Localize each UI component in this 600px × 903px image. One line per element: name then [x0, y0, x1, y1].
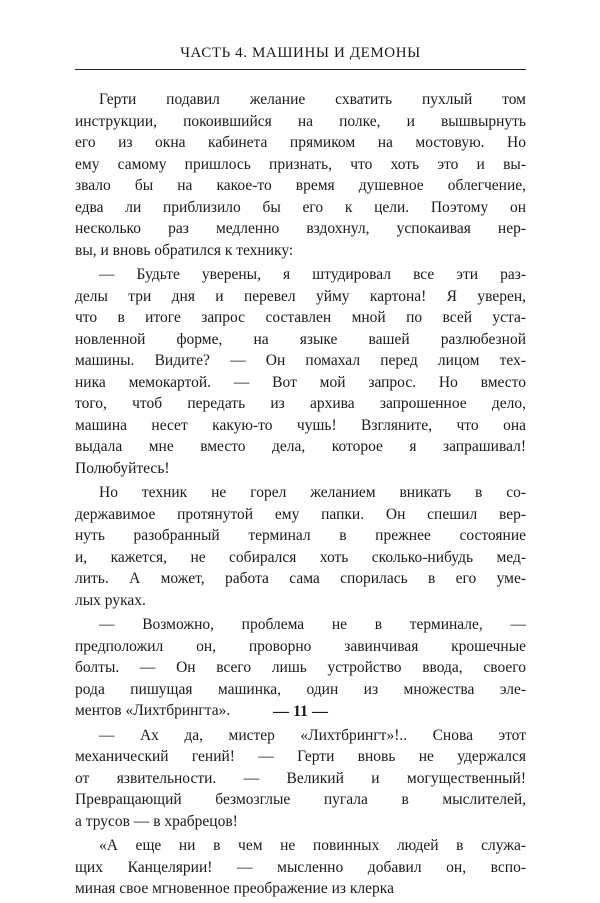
text-line: едва ли приблизило бы его к цели. Поэтому он	[75, 198, 526, 216]
text-line: его из окна кабинета прямиком на мостовую. Но	[75, 134, 526, 151]
text-line: новленной форме, на языке вашей разлюбезной	[75, 330, 526, 348]
text-line: лить. А может, работа сама спорилась в его уме-	[75, 570, 526, 587]
text-line: «А еще ни в чем не повинных людей в служа-	[99, 837, 526, 854]
body-text	[75, 89, 526, 903]
text-line: миная свое мгновенное преображение из клерка	[75, 880, 394, 897]
paragraph	[75, 725, 526, 833]
text-line: механический гений! — Герти вновь не удержался	[75, 748, 526, 765]
running-head: ЧАСТЬ 4. МАШИНЫ И ДЕМОНЫ	[180, 45, 421, 61]
paragraph	[75, 482, 526, 611]
text-line: звало бы на какое-то время душевное облегчение,	[75, 177, 526, 194]
text-line: — Ах да, мистер «Лихтбрингт»!.. Снова этот	[99, 726, 526, 744]
text-line: предположил он, проворно завинчивая крошечные	[75, 637, 526, 655]
text-line: делы три дня и перевел уйму картона! Я уверен,	[75, 287, 526, 305]
paragraph	[75, 264, 526, 479]
text-line: вы, и вновь обратился к технику:	[75, 241, 294, 259]
text-line: а трусов — в храбрецов!	[75, 812, 238, 830]
text-line: Герти подавил желание схватить пухлый том	[99, 91, 526, 108]
paragraph	[75, 89, 526, 261]
text-line: несколько раз медленно вздохнул, успокаивая нер-	[75, 220, 526, 237]
text-line: выдала мне вместо дела, которое я запрашивал!	[75, 438, 526, 455]
header-rule	[75, 69, 526, 70]
text-line: машины. Видите? — Он помахал перед лицом тех-	[75, 352, 526, 369]
text-line: инструкции, покоившийся на полке, и вышвырнуть	[75, 112, 526, 130]
text-line: ника мемокартой. — Вот мой запрос. Но вместо	[75, 373, 526, 391]
text-line: лых руках.	[75, 591, 146, 609]
text-line: и, кажется, не собирался хоть сколько-нибудь мед-	[75, 548, 526, 566]
text-line: что в итоге запрос составлен мной по всей уста-	[75, 309, 526, 326]
text-line: ментов «Лихтбрингта».	[75, 702, 231, 719]
text-line: Полюбуйтесь!	[75, 459, 170, 477]
text-line: Но техник не горел желанием вникать в со-	[99, 484, 526, 501]
page-number: — 11 —	[272, 703, 329, 720]
text-line: от язвительности. — Великий и могущественный!	[75, 769, 526, 787]
text-line: — Будьте уверены, я штудировал все эти раз-	[99, 266, 526, 283]
text-line: того, чтоб передать из архива запрошенное дело,	[75, 395, 526, 412]
text-line: машина несет какую-то чушь! Взгляните, что она	[75, 416, 526, 434]
text-line: рода пишущая машинка, один из множества эле-	[75, 680, 526, 698]
text-line: щих Канцелярии! — мысленно добавил он, вспо-	[75, 858, 526, 876]
text-line: державимое протянутой ему папки. Он спешил вер-	[75, 505, 526, 523]
text-line: Превращающий безмозглые пугала в мыслителей,	[75, 791, 526, 808]
text-line: — Возможно, проблема не в терминале, —	[99, 616, 526, 633]
text-line: нуть разобранный терминал в прежнее состояние	[75, 527, 526, 544]
text-line: болты. — Он всего лишь устройство ввода, своего	[75, 659, 526, 676]
paragraph	[75, 835, 526, 900]
text-line: ему самому пришлось признать, что хоть это и вы-	[75, 155, 526, 173]
